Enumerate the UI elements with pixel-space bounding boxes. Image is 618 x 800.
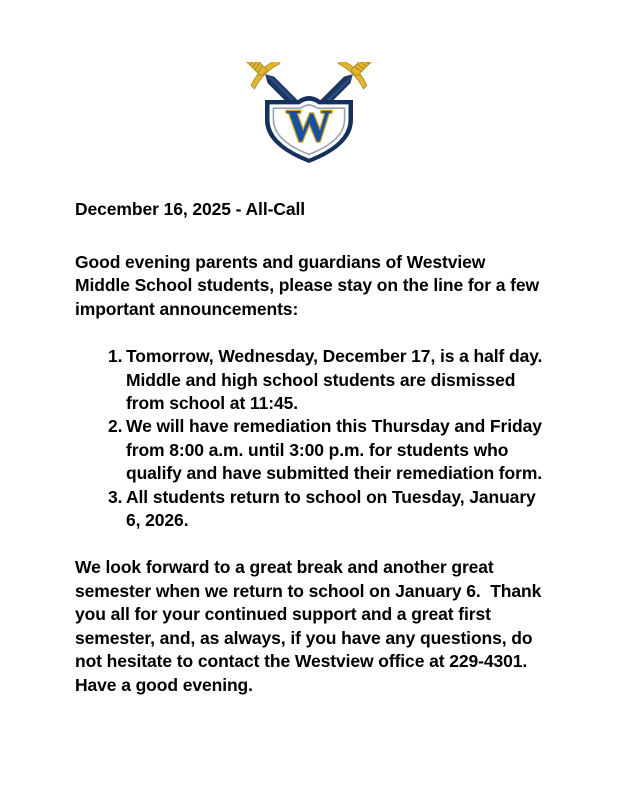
list-item: All students return to school on Tuesday, January 6, 2026.: [126, 486, 541, 531]
closing-paragraph: We look forward to a great break and another great semester when we return to school on January 6. Thank you all for your continued support and a great first semester, and, as always, if you have any questions, do not hesitate to contact the Westview office at 229-4301. Have a good evening.: [75, 557, 547, 695]
westview-shield-swords-logo: [239, 62, 379, 174]
page-title: December 16, 2025 - All-Call: [75, 199, 305, 219]
announcement-body: [0, 198, 618, 697]
logo-letter-w-glyph: W: [286, 100, 332, 151]
logo-letter-w: [286, 100, 332, 151]
school-logo-container: [0, 0, 618, 174]
spacer-after-title: [75, 221, 543, 251]
spacer-before-list: [75, 321, 543, 345]
list-item: Tomorrow, Wednesday, December 17, is a half day. Middle and high school students are dismissed from school at 11:45.: [126, 346, 552, 414]
list-item: We will have remediation this Thursday and Friday from 8:00 a.m. until 3:00 p.m. for students who qualify and have submitted their remediation form.: [126, 416, 547, 484]
spacer-after-list: [75, 532, 543, 556]
announcement-list: [75, 345, 552, 532]
intro-paragraph: Good evening parents and guardians of Westview Middle School students, please stay on the line for a few important announcements:: [75, 252, 544, 319]
